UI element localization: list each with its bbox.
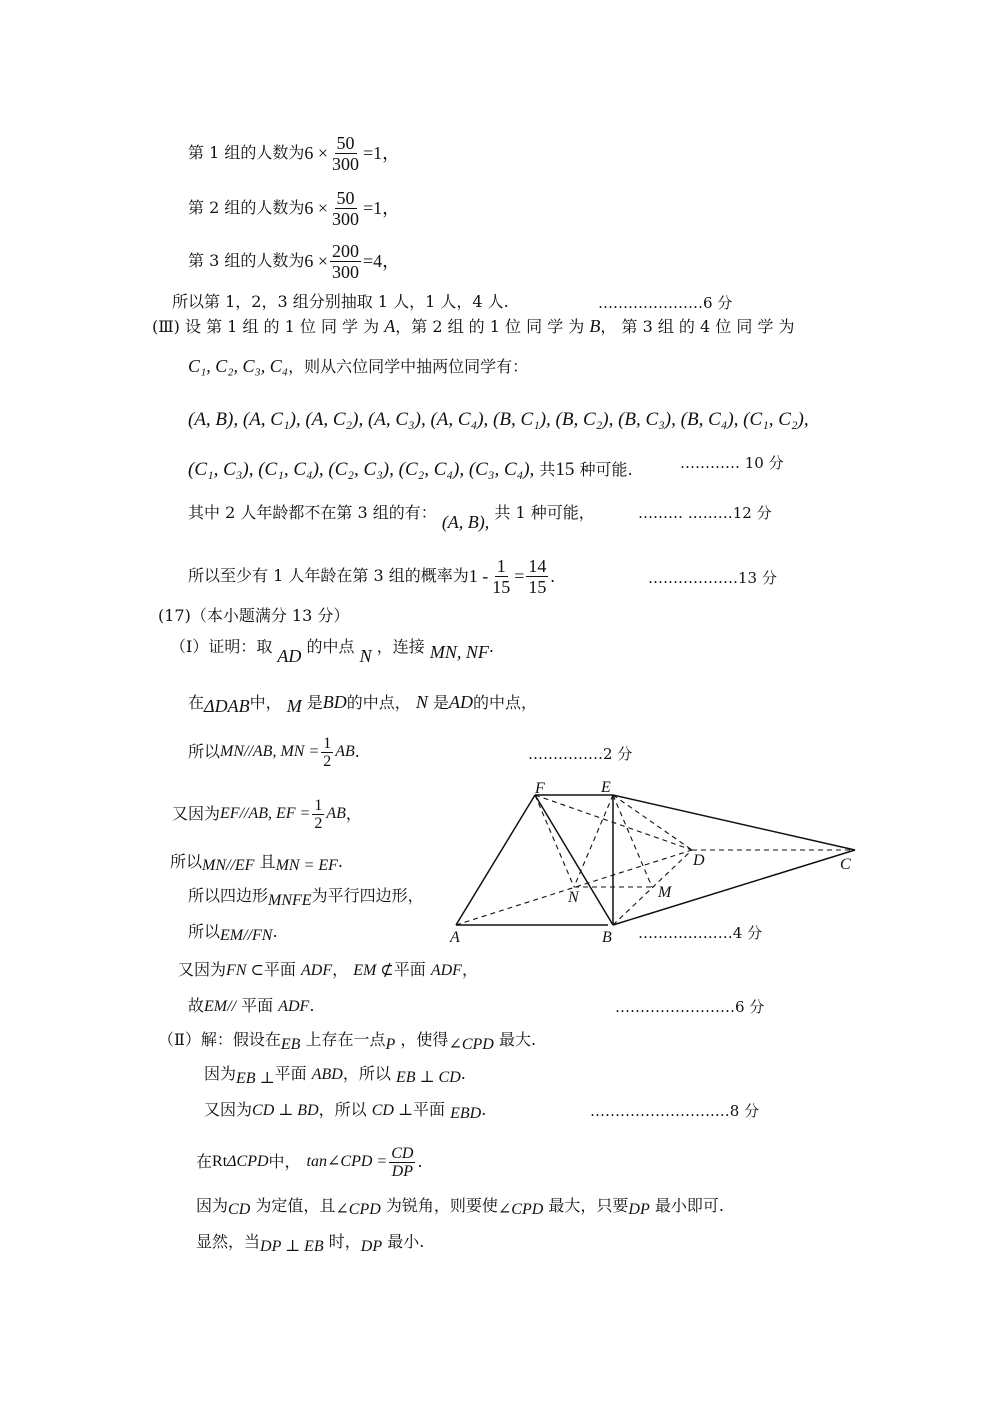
prob-fraction-2 [526,556,548,597]
p2-l4-a: 在 [196,1152,213,1171]
p2-l3-b: ，所以 [318,1100,367,1119]
none-pair: (A, B), [441,512,490,532]
label-f: F [535,780,545,797]
part3-c-list: C₁, C₂, C₃, C₄ [188,356,289,376]
total-n: 15 [555,459,575,480]
q17-l8-y: EM ⊄ [353,962,394,979]
q17-l9-a: 故 [188,996,205,1015]
q17-part2-l4 [196,1140,423,1184]
p2-l4-num: CD [391,1144,414,1162]
q17-l2-f: 的中点， [473,693,538,712]
p2-l1-d: 最大. [498,1030,537,1049]
prob-eq: = [514,566,525,586]
q17-l4-ab: AB [326,805,346,822]
q17-l4-end: ， [345,804,362,823]
half-fraction-1 [321,735,333,770]
group2-num: 50 [336,187,355,208]
q17-l3-a: 所以 [188,742,221,761]
edge-ec [613,795,855,850]
q17-l8-x: FN ⊂ [226,962,264,979]
q17-l2-c: 是 [306,693,323,712]
q17-l7-end: . [272,922,278,941]
p2-l3-ebd: EBD [450,1105,482,1122]
score-4: ……….………4 分 [638,924,763,942]
group3-line [188,238,400,284]
q17-l4-den: 2 [314,814,323,832]
p2-l5-b: 为定值，且 [255,1196,336,1215]
prob-num2: 14 [528,555,547,576]
label-b: B [602,929,612,946]
score-8: …………………….…8 分 [590,1102,760,1120]
p2-l1-eb: EB [280,1036,301,1053]
p2-l6-dp: DP [360,1238,383,1255]
q17-l7 [188,922,278,943]
q17-l8-c: ， [332,960,349,979]
p2-l5-d: 最大，只要 [548,1196,629,1215]
q17-l4 [172,792,362,836]
q17-l9-b: 平面 [241,996,274,1015]
p2-l4-rt: Rt [212,1153,228,1170]
p2-l4-den: DP [391,1162,413,1180]
q17-l8 [178,960,478,981]
prob-label: 所以至少有 1 人年龄在第 3 组的概率为 [188,566,469,585]
p2-l5-cd: CD [228,1201,251,1218]
q17-p1-end: . [488,637,494,656]
q17-header: (17)（本小题满分 13 分） [158,606,350,625]
q17-l3-num: 1 [323,734,332,752]
probability-line [188,553,555,599]
p2-l4-tan: tan∠CPD = [306,1153,388,1170]
prob-den1: 15 [492,576,511,597]
q17-l2-n: N [415,692,428,712]
group2-fraction [330,188,361,229]
prob-den2: 15 [528,576,547,597]
group1-den: 300 [332,153,360,174]
p2-l2-y: EB ⊥ CD [395,1069,461,1086]
q17-l5-b: 且 [259,852,276,871]
q17-l9-x: EM// [204,998,237,1015]
q17-l4-expr: EF//AB, EF = [220,805,311,822]
q17-l3 [188,730,360,774]
q17-p1-mid: 的中点 [306,637,355,656]
label-d: D [693,852,705,869]
group2-expr-pre: 6 × [304,198,329,218]
part3-intro-c: ， 第 3 组 的 4 位 同 学 为 [600,317,795,336]
p2-l2-end: . [460,1064,466,1083]
q17-p1-n: N [359,646,372,666]
pairs-line-2 [188,460,633,480]
group3-expr-pre: 6 × [304,251,329,271]
score-6b: ……………………6 分 [615,998,765,1016]
p2-l3-a: 又因为 [204,1100,253,1119]
q17-l2-ad: AD [449,692,474,712]
p2-l4-end: . [417,1152,423,1171]
group2-den: 300 [332,208,360,229]
q17-l5-x: MN//EF [202,857,255,874]
q17-l2-m: M [286,696,302,716]
p2-l6-b: 时， [328,1232,361,1251]
score-2: ……………2 分 [528,745,633,763]
q17-p1-label: （Ⅰ）证明：取 [170,637,273,656]
p2-l1-ang: ∠CPD [448,1036,494,1053]
q17-l4-a: 又因为 [172,804,221,823]
q17-l5-a: 所以 [170,852,203,871]
q17-l5-end: . [337,852,343,871]
group3-num: 200 [332,240,360,261]
p2-l1-c: ，使得 [400,1030,449,1049]
p2-l5-a: 因为 [196,1196,229,1215]
q17-l8-a: 又因为 [178,960,227,979]
q17-p1-mnnf: MN, NF [429,642,489,662]
q17-l2-bd: BD [322,692,347,712]
group1-expr-post: =1， [363,143,401,163]
q17-part2-l2 [204,1064,466,1085]
part3-intro-a: (Ⅲ) 设 第 1 组 的 1 位 同 学 为 [152,317,380,336]
p2-l2-c: ，所以 [342,1064,391,1083]
total-b: 种可能. [579,460,633,479]
q17-part2-l5 [196,1196,724,1217]
score-6: …………………6 分 [598,294,733,312]
label-n: N [568,889,579,906]
label-a: A [450,929,460,946]
group2-expr-post: =1， [363,198,401,218]
p2-l3-x: CD ⊥ BD [252,1102,319,1119]
q17-l2-b: 中， [249,693,282,712]
none-label: 其中 2 人年龄都不在第 3 组的有： [188,503,437,522]
group2-line [188,185,400,231]
p2-l6-c: 最小. [387,1232,425,1251]
none-count: 共 1 种可能， [494,503,595,522]
label-e: E [601,779,611,796]
q17-l4-num: 1 [314,796,323,814]
group1-line [188,130,400,176]
part3-intro-b: ，第 2 组 的 1 位 同 学 为 [395,317,585,336]
q17-p1-line1 [170,636,494,666]
q17-l5-y: MN = EF [275,857,338,874]
sampling-conclusion: 所以第 1，2，3 组分别抽取 1 人，1 人，4 人. [172,292,509,311]
q17-l3-expr: MN//AB, MN = [220,743,320,760]
segment-fn [535,795,574,887]
segment-en [574,795,613,887]
p2-l5-e: 最小即可. [654,1196,724,1215]
p2-l5-ang2: ∠CPD [497,1201,544,1218]
q17-part2-l6 [196,1232,424,1253]
q17-l8-e: ， [461,960,478,979]
score-10: ………… 10 分 [680,454,784,472]
p2-l5-dp: DP [628,1201,650,1218]
q17-l6-a: 所以四边形 [188,886,269,905]
q17-l5 [170,852,343,873]
pairs-line-2-text: (C₁, C₃), (C₁, C₄), (C₂, C₃), (C₂, C₄), (C₃, C₄), [188,459,535,480]
q17-l2-e: 是 [433,693,450,712]
segment-em [613,795,652,887]
tan-fraction [389,1145,415,1180]
score-12: ……… ………12 分 [638,504,772,522]
q17-l9 [188,996,314,1017]
group1-fraction [330,133,361,174]
p2-l1-p: P [385,1036,396,1053]
q17-l2-tri: ΔDAB [204,696,250,716]
p2-l2-x: EB ⊥ [236,1070,275,1087]
q17-l3-end: . [354,742,360,761]
q17-l7-x: EM//FN [220,927,273,944]
group3-den: 300 [332,261,360,282]
q17-l8-adf: ADF [300,962,333,979]
none-in-group3-line [188,502,595,532]
group3-label: 第 3 组的人数为 [188,251,305,270]
q17-part2-l1 [158,1030,536,1051]
half-fraction-2 [312,797,324,832]
prob-one: 1 - [468,566,489,586]
part3-var-a: A [384,316,396,336]
part3-var-b: B [589,316,601,336]
q17-l6-q: MNFE [268,892,312,909]
q17-l7-a: 所以 [188,922,221,941]
q17-l3-den: 2 [323,752,332,770]
p2-l5-ang: ∠CPD [335,1201,381,1218]
q17-l2-a: 在 [188,693,205,712]
q17-l2-d: 的中点， [346,693,411,712]
group3-fraction [330,241,361,282]
group3-expr-post: =4， [363,251,401,271]
group1-num: 50 [336,132,355,153]
q17-l3-ab: AB [335,743,355,760]
q17-p1-ad: AD [277,646,302,666]
p2-l4-b: 中， [268,1152,301,1171]
edge-bd [613,850,692,925]
q17-p1-connect: ，连接 [376,637,425,656]
q17-l9-end: . [309,996,315,1015]
label-m: M [658,884,672,901]
q17-part2-l3 [204,1100,486,1121]
group1-label: 第 1 组的人数为 [188,143,305,162]
part3-c-list-line [188,356,528,377]
p2-l6-a: 显然，当 [196,1232,261,1251]
p2-l6-x: DP ⊥ EB [260,1238,324,1255]
p2-l2-b: 平面 [274,1064,307,1083]
p2-l5-c: 为锐角，则要使 [385,1196,498,1215]
prob-end: . [550,566,555,586]
p2-l1-b: 上存在一点 [305,1030,386,1049]
total-a: 共 [539,460,556,479]
edge-af [456,795,535,925]
part3-intro [152,316,795,337]
polyhedron-figure [440,775,870,950]
group2-label: 第 2 组的人数为 [188,198,305,217]
p2-l2-abd: ABD [311,1066,343,1083]
p2-l3-c: 平面 [413,1100,446,1119]
label-c: C [840,856,851,873]
q17-l9-adf: ADF [278,998,310,1015]
q17-l2 [188,692,538,716]
group1-expr-pre: 6 × [304,143,329,163]
part3-intro-d: ，则从六位同学中抽两位同学有： [288,357,529,376]
p2-l2-a: 因为 [204,1064,237,1083]
q17-l6 [188,886,424,907]
prob-num1: 1 [496,555,506,576]
q17-l8-adf2: ADF [430,962,462,979]
q17-l6-b: 为平行四边形， [311,886,424,905]
q17-l8-b: 平面 [263,960,296,979]
p2-l1-a: （Ⅱ）解：假设在 [158,1030,281,1049]
p2-l3-end: . [481,1100,487,1119]
score-13: ………………13 分 [648,569,777,587]
pairs-line-1: (A, B), (A, C₁), (A, C₂), (A, C₃), (A, C₄), (B, C₁), (B, C₂), (B, C₃), (B, C₄), (C₁, C₂), [188,409,809,430]
prob-fraction-1 [490,556,512,597]
p2-l3-y: CD ⊥ [371,1102,414,1119]
p2-l4-tri: ΔCPD [227,1153,269,1170]
q17-l8-d: 平面 [393,960,426,979]
